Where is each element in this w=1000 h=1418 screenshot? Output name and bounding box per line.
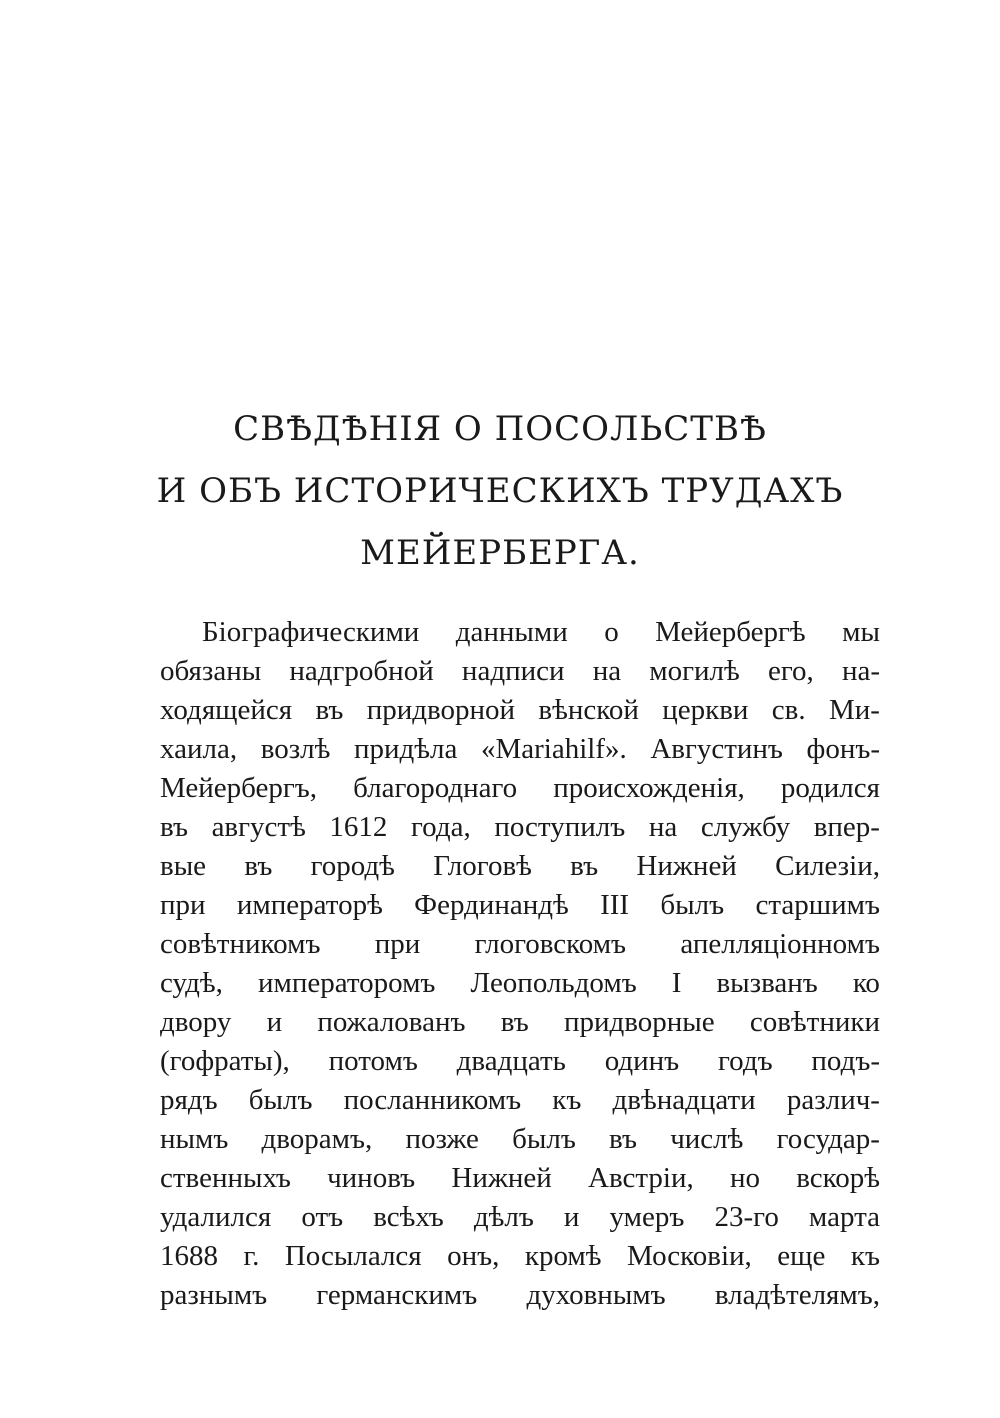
word: къ — [552, 1084, 582, 1116]
word: къ — [850, 1240, 880, 1272]
word: Ми- — [828, 694, 880, 726]
word: ко — [852, 967, 880, 999]
word: церкви — [662, 694, 749, 726]
word: I — [671, 967, 682, 999]
word: придворной — [366, 694, 516, 726]
word: былъ — [512, 1123, 576, 1155]
word: годъ — [718, 1045, 773, 1077]
word: двадцать — [456, 1045, 566, 1077]
word: всѣхъ — [373, 1201, 444, 1233]
word: благороднаго — [353, 772, 518, 804]
word: въ — [609, 1123, 637, 1155]
text-line — [160, 847, 880, 886]
word: но — [729, 1162, 760, 1194]
word: совѣтники — [749, 1006, 880, 1038]
word: Леопольдомъ — [470, 967, 637, 999]
word: кромѣ — [524, 1240, 602, 1272]
word: Московіи, — [627, 1240, 752, 1272]
word: совѣтникомъ — [160, 928, 321, 960]
word: числѣ — [670, 1123, 744, 1155]
word: еще — [777, 1240, 826, 1272]
text-line — [160, 769, 880, 808]
word: Мейербергъ, — [160, 772, 318, 804]
word: Августинъ — [650, 733, 783, 765]
word: года, — [411, 811, 471, 843]
text-line — [160, 925, 880, 964]
text-line — [160, 613, 880, 652]
word: апелляціонномъ — [680, 928, 880, 960]
word: одинъ — [604, 1045, 680, 1077]
text-line — [160, 1159, 880, 1198]
text-line — [160, 1198, 880, 1237]
word: рядъ — [160, 1084, 218, 1116]
title-line: МЕЙЕРБЕРГА. — [360, 533, 640, 573]
word: вызванъ — [716, 967, 818, 999]
word: данными — [455, 616, 568, 648]
word: и — [266, 1006, 283, 1038]
word: подъ- — [811, 1045, 880, 1077]
word: придѣла — [353, 733, 458, 765]
word: глоговскомъ — [474, 928, 627, 960]
word: удалился — [160, 1201, 272, 1233]
word: отъ — [301, 1201, 344, 1233]
word: на — [592, 655, 622, 687]
word: германскимъ — [316, 1279, 478, 1311]
word: дѣлъ — [473, 1201, 534, 1233]
text-line — [160, 652, 880, 691]
title-line: И ОБЪ ИСТОРИЧЕСКИХЪ ТРУДАХЪ — [156, 471, 844, 511]
word: августѣ — [211, 811, 306, 843]
word: пожалованъ — [317, 1006, 466, 1038]
word: Нижней — [451, 1162, 552, 1194]
word: позже — [405, 1123, 479, 1155]
word: владѣтелямъ, — [714, 1279, 880, 1311]
word: въ — [570, 850, 599, 882]
text-line — [160, 691, 880, 730]
text-line — [160, 886, 880, 925]
word: надписи — [461, 655, 565, 687]
word: родился — [780, 772, 880, 804]
word: о — [604, 616, 619, 648]
word: III — [600, 889, 630, 921]
word: чиновъ — [327, 1162, 416, 1194]
word: императоромъ — [257, 967, 436, 999]
word: потомъ — [328, 1045, 418, 1077]
word: придворные — [563, 1006, 715, 1038]
word: г. — [243, 1240, 260, 1272]
word: императорѣ — [236, 889, 383, 921]
word: посланникомъ — [343, 1084, 522, 1116]
text-line — [160, 1237, 880, 1276]
word: мы — [842, 616, 880, 648]
word: въ — [160, 811, 188, 843]
word: поступилъ — [494, 811, 626, 843]
word: двѣнадцати — [612, 1084, 756, 1116]
word: умеръ — [609, 1201, 685, 1233]
word: Силезіи, — [775, 850, 880, 882]
word: духовнымъ — [526, 1279, 666, 1311]
word: онъ, — [447, 1240, 500, 1272]
word: на- — [841, 655, 880, 687]
text-line — [160, 808, 880, 847]
word: различ- — [786, 1084, 880, 1116]
word: на — [648, 811, 678, 843]
word: вскорѣ — [796, 1162, 880, 1194]
word: происхожденія, — [553, 772, 745, 804]
text-line — [160, 1276, 880, 1315]
text-line — [160, 1042, 880, 1081]
text-line — [160, 730, 880, 769]
word: Нижней — [636, 850, 737, 882]
word: Австріи, — [588, 1162, 694, 1194]
word: Посылался — [284, 1240, 422, 1272]
word: Глоговѣ — [433, 850, 532, 882]
word: при — [160, 889, 206, 921]
word: возлѣ — [260, 733, 331, 765]
word: «Mariahilf». — [480, 733, 627, 765]
word: могилѣ — [649, 655, 740, 687]
word: городѣ — [310, 850, 395, 882]
title-line: СВѢДѢНІЯ О ПОСОЛЬСТВѢ — [233, 409, 767, 449]
text-line — [160, 1003, 880, 1042]
word: обязаны — [160, 655, 262, 687]
word: въ — [244, 850, 273, 882]
word: 23-го — [714, 1201, 779, 1233]
word: разнымъ — [160, 1279, 268, 1311]
word: службу — [700, 811, 791, 843]
word: марта — [808, 1201, 880, 1233]
word: и — [563, 1201, 580, 1233]
word: въ — [315, 694, 344, 726]
word: нымъ — [160, 1123, 229, 1155]
word: двору — [160, 1006, 232, 1038]
word: при — [374, 928, 421, 960]
word: Фердинандѣ — [414, 889, 569, 921]
word: (гофраты), — [160, 1045, 290, 1077]
word: судѣ, — [160, 967, 223, 999]
text-line — [160, 1120, 880, 1159]
word: впер- — [813, 811, 880, 843]
word: ственныхъ — [160, 1162, 291, 1194]
word: былъ — [660, 889, 725, 921]
word: ходящейся — [160, 694, 293, 726]
word: Біографическими — [202, 616, 420, 648]
word: старшимъ — [755, 889, 880, 921]
text-line — [160, 964, 880, 1003]
word: въ — [500, 1006, 529, 1038]
word: его, — [767, 655, 814, 687]
word: хаила, — [160, 733, 238, 765]
chapter-title — [140, 398, 860, 584]
word: дворамъ, — [261, 1123, 373, 1155]
word: св. — [771, 694, 806, 726]
word: 1688 — [160, 1240, 218, 1272]
word: вѣнской — [538, 694, 639, 726]
word: былъ — [248, 1084, 313, 1116]
word: Мейербергѣ — [655, 616, 806, 648]
word: фонъ- — [806, 733, 880, 765]
text-line — [160, 1081, 880, 1120]
word: вые — [160, 850, 207, 882]
body-paragraph — [160, 613, 880, 1315]
word: 1612 — [329, 811, 388, 843]
word: надгробной — [289, 655, 434, 687]
word: государ- — [776, 1123, 880, 1155]
